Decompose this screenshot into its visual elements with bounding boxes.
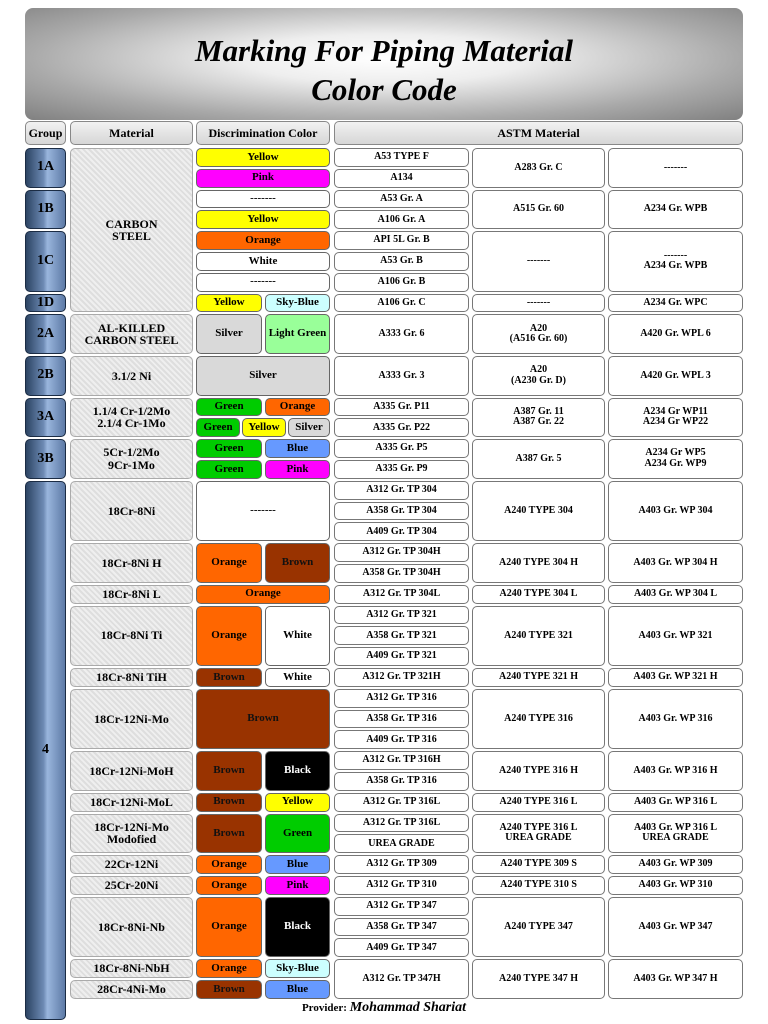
color-swatch: ------- — [196, 273, 330, 292]
color-swatch: Yellow — [196, 294, 262, 313]
color-swatch: Orange — [196, 231, 330, 250]
material-cell: 18Cr-12Ni-Mo — [70, 689, 193, 749]
title-line2: Color Code — [311, 72, 457, 107]
group-cell: 3A — [25, 398, 66, 438]
astm-cell: A333 Gr. 6 — [334, 314, 469, 354]
astm-cell: UREA GRADE — [334, 834, 469, 853]
astm-cell: A312 Gr. TP 304 — [334, 481, 469, 500]
astm-cell: A403 Gr. WP 316 — [608, 689, 743, 749]
footer — [0, 1000, 768, 1016]
color-swatch: Sky-Blue — [265, 294, 330, 313]
color-swatch: Brown — [196, 668, 262, 687]
color-swatch: Orange — [196, 855, 262, 874]
material-cell: 5Cr-1/2Mo 9Cr-1Mo — [70, 439, 193, 479]
color-swatch: ------- — [196, 481, 330, 541]
astm-cell: A333 Gr. 3 — [334, 356, 469, 396]
astm-cell: A409 Gr. TP 316 — [334, 730, 469, 749]
material-cell: 18Cr-8Ni Ti — [70, 606, 193, 666]
color-swatch: Silver — [196, 314, 262, 354]
color-swatch: Green — [196, 460, 262, 479]
color-swatch: Green — [196, 418, 240, 437]
color-swatch: Brown — [196, 814, 262, 854]
color-swatch: Yellow — [196, 148, 330, 167]
material-cell: 18Cr-8Ni TiH — [70, 668, 193, 687]
astm-cell: A335 Gr. P5 — [334, 439, 469, 458]
astm-cell: A403 Gr. WP 304 — [608, 481, 743, 541]
color-swatch: Pink — [265, 876, 330, 895]
astm-cell: A20 (A516 Gr. 60) — [472, 314, 605, 354]
astm-cell: A387 Gr. 5 — [472, 439, 605, 479]
color-swatch: Pink — [196, 169, 330, 188]
astm-cell: A240 TYPE 321 H — [472, 668, 605, 687]
color-swatch: Brown — [196, 793, 262, 812]
astm-cell: A106 Gr. B — [334, 273, 469, 292]
astm-cell: A240 TYPE 316 — [472, 689, 605, 749]
astm-cell: A403 Gr. WP 321 H — [608, 668, 743, 687]
astm-cell: A240 TYPE 304 H — [472, 543, 605, 583]
group-cell: 1B — [25, 190, 66, 230]
color-swatch: Yellow — [265, 793, 330, 812]
color-swatch: Orange — [265, 398, 330, 417]
astm-cell: A240 TYPE 316 L — [472, 793, 605, 812]
astm-cell: A312 Gr. TP 316H — [334, 751, 469, 770]
astm-cell: A358 Gr. TP 316 — [334, 710, 469, 729]
astm-cell: A53 Gr. A — [334, 190, 469, 209]
color-swatch: Yellow — [242, 418, 286, 437]
material-cell: 28Cr-4Ni-Mo — [70, 980, 193, 999]
group-cell: 3B — [25, 439, 66, 479]
color-swatch: Green — [265, 814, 330, 854]
material-cell: 25Cr-20Ni — [70, 876, 193, 895]
color-swatch: Green — [196, 439, 262, 458]
material-cell: 18Cr-12Ni-MoH — [70, 751, 193, 791]
group-cell: 1D — [25, 294, 66, 313]
astm-cell: A240 TYPE 310 S — [472, 876, 605, 895]
astm-cell: A335 Gr. P9 — [334, 460, 469, 479]
material-cell: 18Cr-8Ni H — [70, 543, 193, 583]
astm-cell: A312 Gr. TP 316L — [334, 814, 469, 833]
astm-cell: A409 Gr. TP 321 — [334, 647, 469, 666]
title-line1: Marking For Piping Material — [194, 33, 574, 68]
group-cell: 4 — [25, 481, 66, 1020]
astm-cell: A312 Gr. TP 321H — [334, 668, 469, 687]
color-swatch: Orange — [196, 585, 330, 604]
astm-cell: A240 TYPE 321 — [472, 606, 605, 666]
color-swatch: Sky-Blue — [265, 959, 330, 978]
astm-cell: A240 TYPE 304 — [472, 481, 605, 541]
astm-cell: ------- — [472, 294, 605, 313]
color-swatch: Brown — [196, 980, 262, 999]
group-cell: 1A — [25, 148, 66, 188]
astm-cell: A234 Gr WP11 A234 Gr WP22 — [608, 398, 743, 438]
astm-cell: A403 Gr. WP 304 L — [608, 585, 743, 604]
material-cell: 18Cr-8Ni-NbH — [70, 959, 193, 978]
color-swatch: Orange — [196, 897, 262, 957]
color-swatch: Black — [265, 897, 330, 957]
color-swatch: Yellow — [196, 210, 330, 229]
astm-cell: A240 TYPE 347 H — [472, 959, 605, 999]
material-cell: 18Cr-12Ni-MoL — [70, 793, 193, 812]
color-swatch: Pink — [265, 460, 330, 479]
color-swatch: Brown — [196, 751, 262, 791]
astm-cell: A20 (A230 Gr. D) — [472, 356, 605, 396]
color-swatch: Blue — [265, 439, 330, 458]
astm-cell: A403 Gr. WP 316 L — [608, 793, 743, 812]
material-cell: 22Cr-12Ni — [70, 855, 193, 874]
material-cell: 3.1/2 Ni — [70, 356, 193, 396]
astm-cell: A312 Gr. TP 309 — [334, 855, 469, 874]
color-swatch: White — [265, 668, 330, 687]
color-swatch: Light Green — [265, 314, 330, 354]
astm-cell: ------- — [472, 231, 605, 291]
header-material: Material — [70, 121, 193, 145]
astm-cell: A409 Gr. TP 347 — [334, 938, 469, 957]
color-swatch: Blue — [265, 980, 330, 999]
astm-cell: A240 TYPE 347 — [472, 897, 605, 957]
astm-cell: A234 Gr WP5 A234 Gr. WP9 — [608, 439, 743, 479]
color-swatch: White — [196, 252, 330, 271]
color-swatch: Orange — [196, 876, 262, 895]
color-swatch: Silver — [196, 356, 330, 396]
color-swatch: ------- — [196, 190, 330, 209]
astm-cell: A387 Gr. 11 A387 Gr. 22 — [472, 398, 605, 438]
astm-cell: A312 Gr. TP 304H — [334, 543, 469, 562]
astm-cell: ------- — [608, 148, 743, 188]
astm-cell: A312 Gr. TP 321 — [334, 606, 469, 625]
astm-cell: A403 Gr. WP 316 H — [608, 751, 743, 791]
material-cell: 18Cr-8Ni-Nb — [70, 897, 193, 957]
astm-cell: A312 Gr. TP 316L — [334, 793, 469, 812]
astm-cell: A403 Gr. WP 310 — [608, 876, 743, 895]
group-cell: 2B — [25, 356, 66, 396]
material-cell: 1.1/4 Cr-1/2Mo 2.1/4 Cr-1Mo — [70, 398, 193, 438]
color-swatch: Black — [265, 751, 330, 791]
color-swatch: Orange — [196, 543, 262, 583]
group-cell: 1C — [25, 231, 66, 291]
color-swatch: Orange — [196, 959, 262, 978]
material-cell: AL-KILLED CARBON STEEL — [70, 314, 193, 354]
header-discrimination-color: Discrimination Color — [196, 121, 330, 145]
astm-cell: A409 Gr. TP 304 — [334, 522, 469, 541]
color-swatch: Brown — [196, 689, 330, 749]
astm-cell: A403 Gr. WP 309 — [608, 855, 743, 874]
astm-cell: A240 TYPE 304 L — [472, 585, 605, 604]
astm-cell: A312 Gr. TP 347 — [334, 897, 469, 916]
astm-cell: A403 Gr. WP 321 — [608, 606, 743, 666]
astm-cell: A358 Gr. TP 304 — [334, 502, 469, 521]
astm-cell: A358 Gr. TP 321 — [334, 626, 469, 645]
astm-cell: A106 Gr. A — [334, 210, 469, 229]
astm-cell: A53 Gr. B — [334, 252, 469, 271]
astm-cell: A312 Gr. TP 304L — [334, 585, 469, 604]
color-swatch: Silver — [288, 418, 330, 437]
color-swatch: Blue — [265, 855, 330, 874]
astm-cell: A515 Gr. 60 — [472, 190, 605, 230]
astm-cell: A240 TYPE 316 L UREA GRADE — [472, 814, 605, 854]
astm-cell: A403 Gr. WP 347 H — [608, 959, 743, 999]
astm-cell: A358 Gr. TP 316 — [334, 772, 469, 791]
material-cell: 18Cr-8Ni L — [70, 585, 193, 604]
header-group: Group — [25, 121, 66, 145]
color-swatch: White — [265, 606, 330, 666]
astm-cell: A106 Gr. C — [334, 294, 469, 313]
astm-cell: A240 TYPE 316 H — [472, 751, 605, 791]
color-swatch: Brown — [265, 543, 330, 583]
material-cell: 18Cr-12Ni-Mo Modofied — [70, 814, 193, 854]
astm-cell: A312 Gr. TP 310 — [334, 876, 469, 895]
astm-cell: A283 Gr. C — [472, 148, 605, 188]
astm-cell: A335 Gr. P11 — [334, 398, 469, 417]
astm-cell: A134 — [334, 169, 469, 188]
astm-cell: A240 TYPE 309 S — [472, 855, 605, 874]
group-cell: 2A — [25, 314, 66, 354]
material-cell: CARBON STEEL — [70, 148, 193, 312]
astm-cell: A420 Gr. WPL 6 — [608, 314, 743, 354]
astm-cell: A53 TYPE F — [334, 148, 469, 167]
astm-cell: A358 Gr. TP 304H — [334, 564, 469, 583]
astm-cell: A234 Gr. WPC — [608, 294, 743, 313]
material-cell: 18Cr-8Ni — [70, 481, 193, 541]
astm-cell: A312 Gr. TP 347H — [334, 959, 469, 999]
astm-cell: A403 Gr. WP 304 H — [608, 543, 743, 583]
color-swatch: Orange — [196, 606, 262, 666]
astm-cell: A403 Gr. WP 316 L UREA GRADE — [608, 814, 743, 854]
astm-cell: ------- A234 Gr. WPB — [608, 231, 743, 291]
provider-label: Provider: — [301, 1002, 347, 1014]
astm-cell: A335 Gr. P22 — [334, 418, 469, 437]
provider-name: Mohammad Shariat — [349, 1000, 467, 1015]
header-astm-material: ASTM Material — [334, 121, 743, 145]
astm-cell: A358 Gr. TP 347 — [334, 918, 469, 937]
astm-cell: A403 Gr. WP 347 — [608, 897, 743, 957]
astm-cell: A420 Gr. WPL 3 — [608, 356, 743, 396]
astm-cell: API 5L Gr. B — [334, 231, 469, 250]
astm-cell: A234 Gr. WPB — [608, 190, 743, 230]
astm-cell: A312 Gr. TP 316 — [334, 689, 469, 708]
color-swatch: Green — [196, 398, 262, 417]
